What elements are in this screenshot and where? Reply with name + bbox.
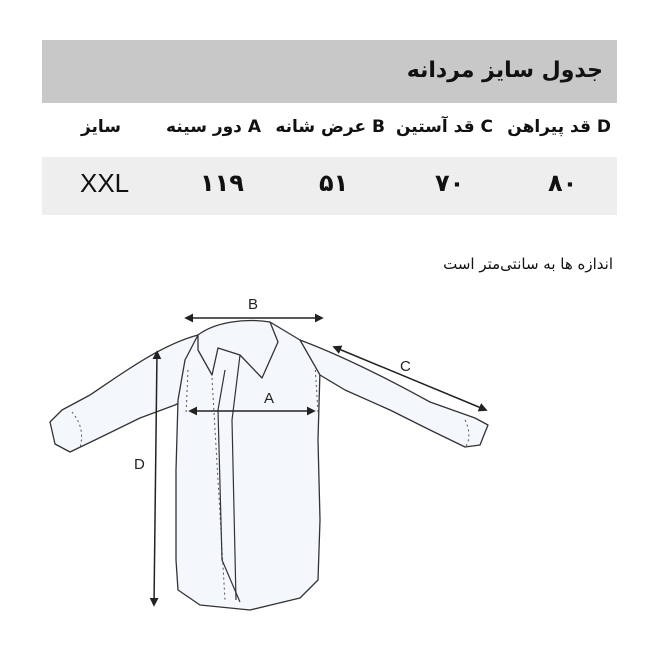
shirt-diagram (40, 288, 500, 628)
shirt-outline (50, 321, 488, 610)
label-c: C (400, 358, 411, 375)
value-size: XXL (80, 168, 130, 198)
value-chest: ۱۱۹ (200, 169, 244, 197)
header-size: سایز (80, 117, 121, 137)
table-value-row (42, 157, 617, 215)
value-length: ۸۰ (548, 169, 578, 197)
header-chest: A دور سینه (166, 117, 261, 137)
measure-b (186, 296, 322, 318)
label-a: A (264, 390, 275, 407)
value-sleeve: ۷۰ (435, 169, 465, 197)
label-b: B (248, 296, 259, 313)
header-shoulder: B عرض شانه (275, 117, 385, 137)
header-sleeve: C قد آستین (396, 117, 493, 137)
header-length: D قد پیراهن (507, 117, 611, 137)
label-d: D (134, 456, 145, 473)
left-sleeve (50, 335, 198, 452)
value-shoulder: ۵۱ (319, 169, 349, 197)
table-title-bar (42, 40, 617, 103)
table-header-row (42, 103, 617, 157)
units-note: اندازه ها به سانتی‌متر است (443, 255, 613, 273)
right-sleeve (300, 340, 488, 447)
shirt-body (176, 322, 320, 610)
table-title: جدول سایز مردانه (406, 58, 603, 83)
